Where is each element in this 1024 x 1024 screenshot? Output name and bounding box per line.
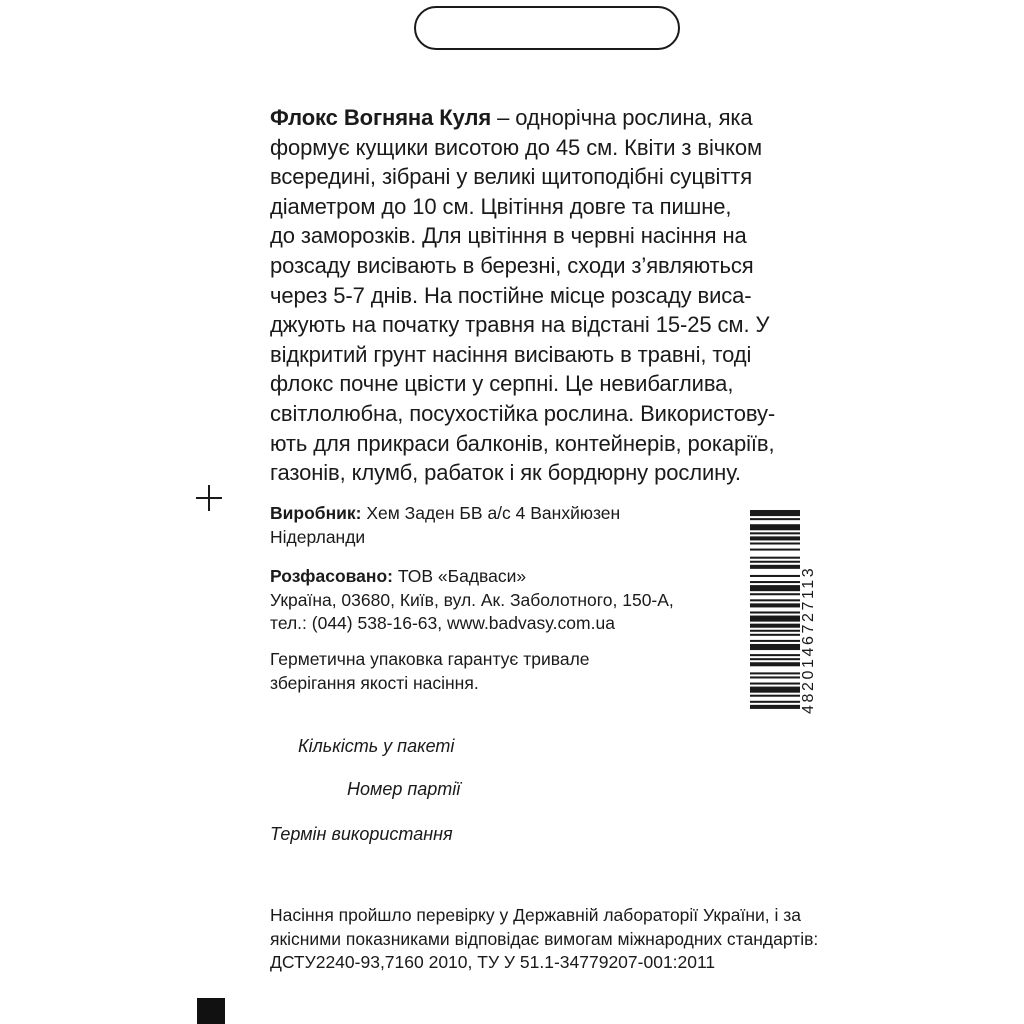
barcode-bar <box>750 603 800 607</box>
expiry-term-label: Термін використання <box>270 824 453 844</box>
barcode-bar <box>750 518 800 520</box>
barcode-bar <box>750 532 800 534</box>
barcode-bar <box>750 616 800 622</box>
barcode-bar <box>750 542 800 544</box>
barcode-bar <box>750 634 800 636</box>
barcode-bar <box>750 654 800 656</box>
description-line: світлолюбна, посухостійка рослина. Використову- <box>270 400 776 426</box>
crop-mark-icon <box>196 485 222 511</box>
barcode-digits: 4820146727113 <box>800 565 817 714</box>
barcode-bar <box>750 701 800 703</box>
barcode-bar <box>750 557 800 559</box>
hang-hole-slot <box>414 6 680 50</box>
barcode-bar <box>750 624 800 628</box>
sealed-pack-note: Герметична упаковка гарантує тривале зберігання якості насіння. <box>270 649 590 693</box>
barcode-bar <box>750 561 800 563</box>
description-line: газонів, клумб, рабаток і як бордюрну рослину. <box>270 460 741 486</box>
barcode-bar <box>750 705 800 709</box>
barcode-bar <box>750 672 800 674</box>
description-line: всередині, зібрані у великі щитоподібні суцвіття <box>270 164 753 190</box>
barcode-bar <box>750 549 800 551</box>
packer-info <box>270 565 730 636</box>
barcode-bar <box>750 599 800 601</box>
packer-name: ТОВ «Бадваси» <box>392 566 527 586</box>
manufacturer-info <box>270 502 730 549</box>
barcode-bar <box>750 695 800 697</box>
barcode-bar <box>750 510 800 516</box>
barcode-bar <box>750 585 800 591</box>
barcode-bar <box>750 687 800 693</box>
description-line: діаметром до 10 см. Цвітіння довге та пишне, <box>270 193 732 219</box>
description-line: джують на початку травня на відстані 15-25 см. У <box>270 312 770 338</box>
product-title: Флокс Вогняна Куля <box>270 105 492 130</box>
barcode-bar <box>750 683 800 685</box>
manufacturer-name: Хем Заден БВ а/с 4 Ванхйюзен <box>361 503 621 523</box>
manufacturer-country: Нідерланди <box>270 526 366 547</box>
barcode-bar <box>750 611 800 613</box>
barcode-bar <box>750 630 800 632</box>
barcode-bar <box>750 575 800 577</box>
packer-contacts: тел.: (044) 538-16-63, www.badvasy.com.ua <box>270 613 615 633</box>
barcode-bar <box>750 524 800 530</box>
batch-number-label: Номер партії <box>347 779 461 799</box>
description-line: до заморозків. Для цвітіння в червні насіння на <box>270 223 747 249</box>
barcode-bar <box>750 536 800 540</box>
barcode-bar <box>750 565 800 569</box>
manufacturer-label: Виробник: <box>270 503 362 523</box>
barcode-bar <box>750 640 800 642</box>
barcode-bar <box>750 644 800 650</box>
registration-square <box>197 998 225 1024</box>
description-line: ють для прикраси балконів, контейнерів, рокаріїв, <box>270 430 775 456</box>
description-line: відкритий грунт насіння висівають в травні, тоді <box>270 341 752 367</box>
barcode-bar <box>750 593 800 595</box>
barcode-bar <box>750 581 800 583</box>
product-description <box>270 103 830 488</box>
barcode-bar <box>750 658 800 660</box>
packer-label: Розфасовано: <box>270 566 393 586</box>
barcode-bar <box>750 676 800 678</box>
barcode-bar <box>750 662 800 666</box>
description-line: через 5-7 днів. На постійне місце розсаду виса- <box>270 282 752 308</box>
description-line: розсаду висівають в березні, сходи з’являються <box>270 252 754 278</box>
certification-note: Насіння пройшло перевірку у Державній лабораторії України, і за якісними показниками відповідає вимогам міжнародних стандартів: ДСТУ2240-93,7160 2010, ТУ У 51.1-34779207-001:2011 <box>270 905 819 972</box>
description-line: Флокс Вогняна Куля – однорічна рослина, яка <box>270 105 753 130</box>
quantity-field-label: Кількість у пакеті <box>298 736 455 756</box>
description-line: флокс почне цвісти у серпні. Це невибаглива, <box>270 371 734 397</box>
description-line: формує кущики висотою до 45 см. Квіти з вічком <box>270 134 763 160</box>
packer-address: Україна, 03680, Київ, вул. Ак. Заболотного, 150-А, <box>270 589 674 610</box>
